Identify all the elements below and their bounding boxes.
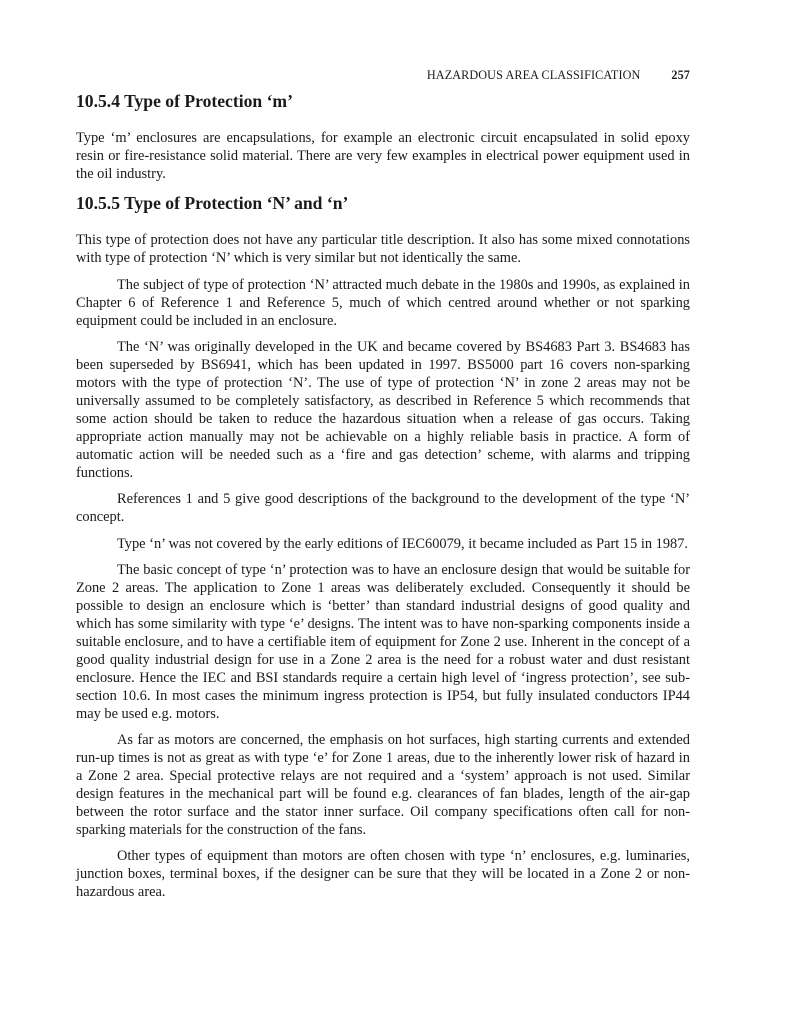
paragraph: As far as motors are concerned, the emphasis on hot surfaces, high starting currents and extended run-up times is not as great as with type ‘e’ for Zone 1 areas, due to the inherently lower risk of hazard in a Zone 2 area. Special protective relays are not required and a ‘system’ approach is not used. Similar design features in the mechanical part will be found e.g. clearances of fan blades, length of the air-gap between the rotor surface and the stator inner surface. Oil company specifications often call for non-sparking materials for the construction of the fans. xyxy=(76,732,690,838)
section-body-type-m xyxy=(76,130,690,184)
paragraph: The ‘N’ was originally developed in the UK and became covered by BS4683 Part 3. BS4683 has been superseded by BS6941, which has been updated in 1997. BS5000 part 16 covers non-sparking motors with the type of protection ‘N’. The use of type of protection ‘N’ in zone 2 areas may not be universally assumed to be completely satisfactory, as described in Reference 5 which recommends that some action should be taken to reduce the hazardous situation when a release of gas occurs. Taking appropriate action manually may not be achievable on a highly reliable basis in practice. A form of automatic action will be needed such as a ‘fire and gas detection’ scheme, with alarms and tripping functions. xyxy=(76,339,690,481)
running-header-title: HAZARDOUS AREA CLASSIFICATION xyxy=(426,68,641,82)
paragraph: This type of protection does not have any particular title description. It also has some mixed connotations with type of protection ‘N’ which is very similar but not identically the same. xyxy=(76,232,690,267)
paragraph: Type ‘n’ was not covered by the early editions of IEC60079, it became included as Part 15 in 1987. xyxy=(117,535,689,552)
paragraph: The basic concept of type ‘n’ protection was to have an enclosure design that would be suitable for Zone 2 areas. The application to Zone 1 areas was deliberately excluded. Consequently it should be possible to design an enclosure which is ‘better’ than standard industrial designs of good quality and which has some similarity with type ‘e’ designs. The intent was to have non-sparking components inside a suitable enclosure, and to have a certifiable item of equipment for Zone 2 use. Inherent in the concept of a good quality industrial design for use in a Zone 2 area is the need for a robust water and dust resistant enclosure. Hence the IEC and BSI standards require a certain high level of ‘ingress protection’, see sub-section 10.6. In most cases the minimum ingress protection is IP54, but fully insulated conductors IP44 may be used e.g. motors. xyxy=(76,562,690,722)
paragraph: References 1 and 5 give good descriptions of the background to the development of the type ‘N’ concept. xyxy=(76,491,690,526)
running-header xyxy=(76,68,690,90)
section-heading-type-m: 10.5.4 Type of Protection ‘m’ xyxy=(76,91,293,111)
paragraph: Type ‘m’ enclosures are encapsulations, for example an electronic circuit encapsulated in solid epoxy resin or fire-resistance solid material. There are very few examples in electrical power equipment used in the oil industry. xyxy=(76,130,690,182)
section-heading-type-n: 10.5.5 Type of Protection ‘N’ and ‘n’ xyxy=(76,193,349,214)
paragraph: The subject of type of protection ‘N’ attracted much debate in the 1980s and 1990s, as explained in Chapter 6 of Reference 1 and Reference 5, much of which centred around whether or not sparking equipment could be included in an enclosure. xyxy=(76,276,690,329)
paragraph: Other types of equipment than motors are often chosen with type ‘n’ enclosures, e.g. luminaries, junction boxes, terminal boxes, if the designer can be sure that they will be located in a Zone 2 or non-hazardous area. xyxy=(76,848,690,901)
section-body-type-n xyxy=(76,232,690,902)
page-content xyxy=(76,68,690,911)
page-number: 257 xyxy=(671,68,690,82)
